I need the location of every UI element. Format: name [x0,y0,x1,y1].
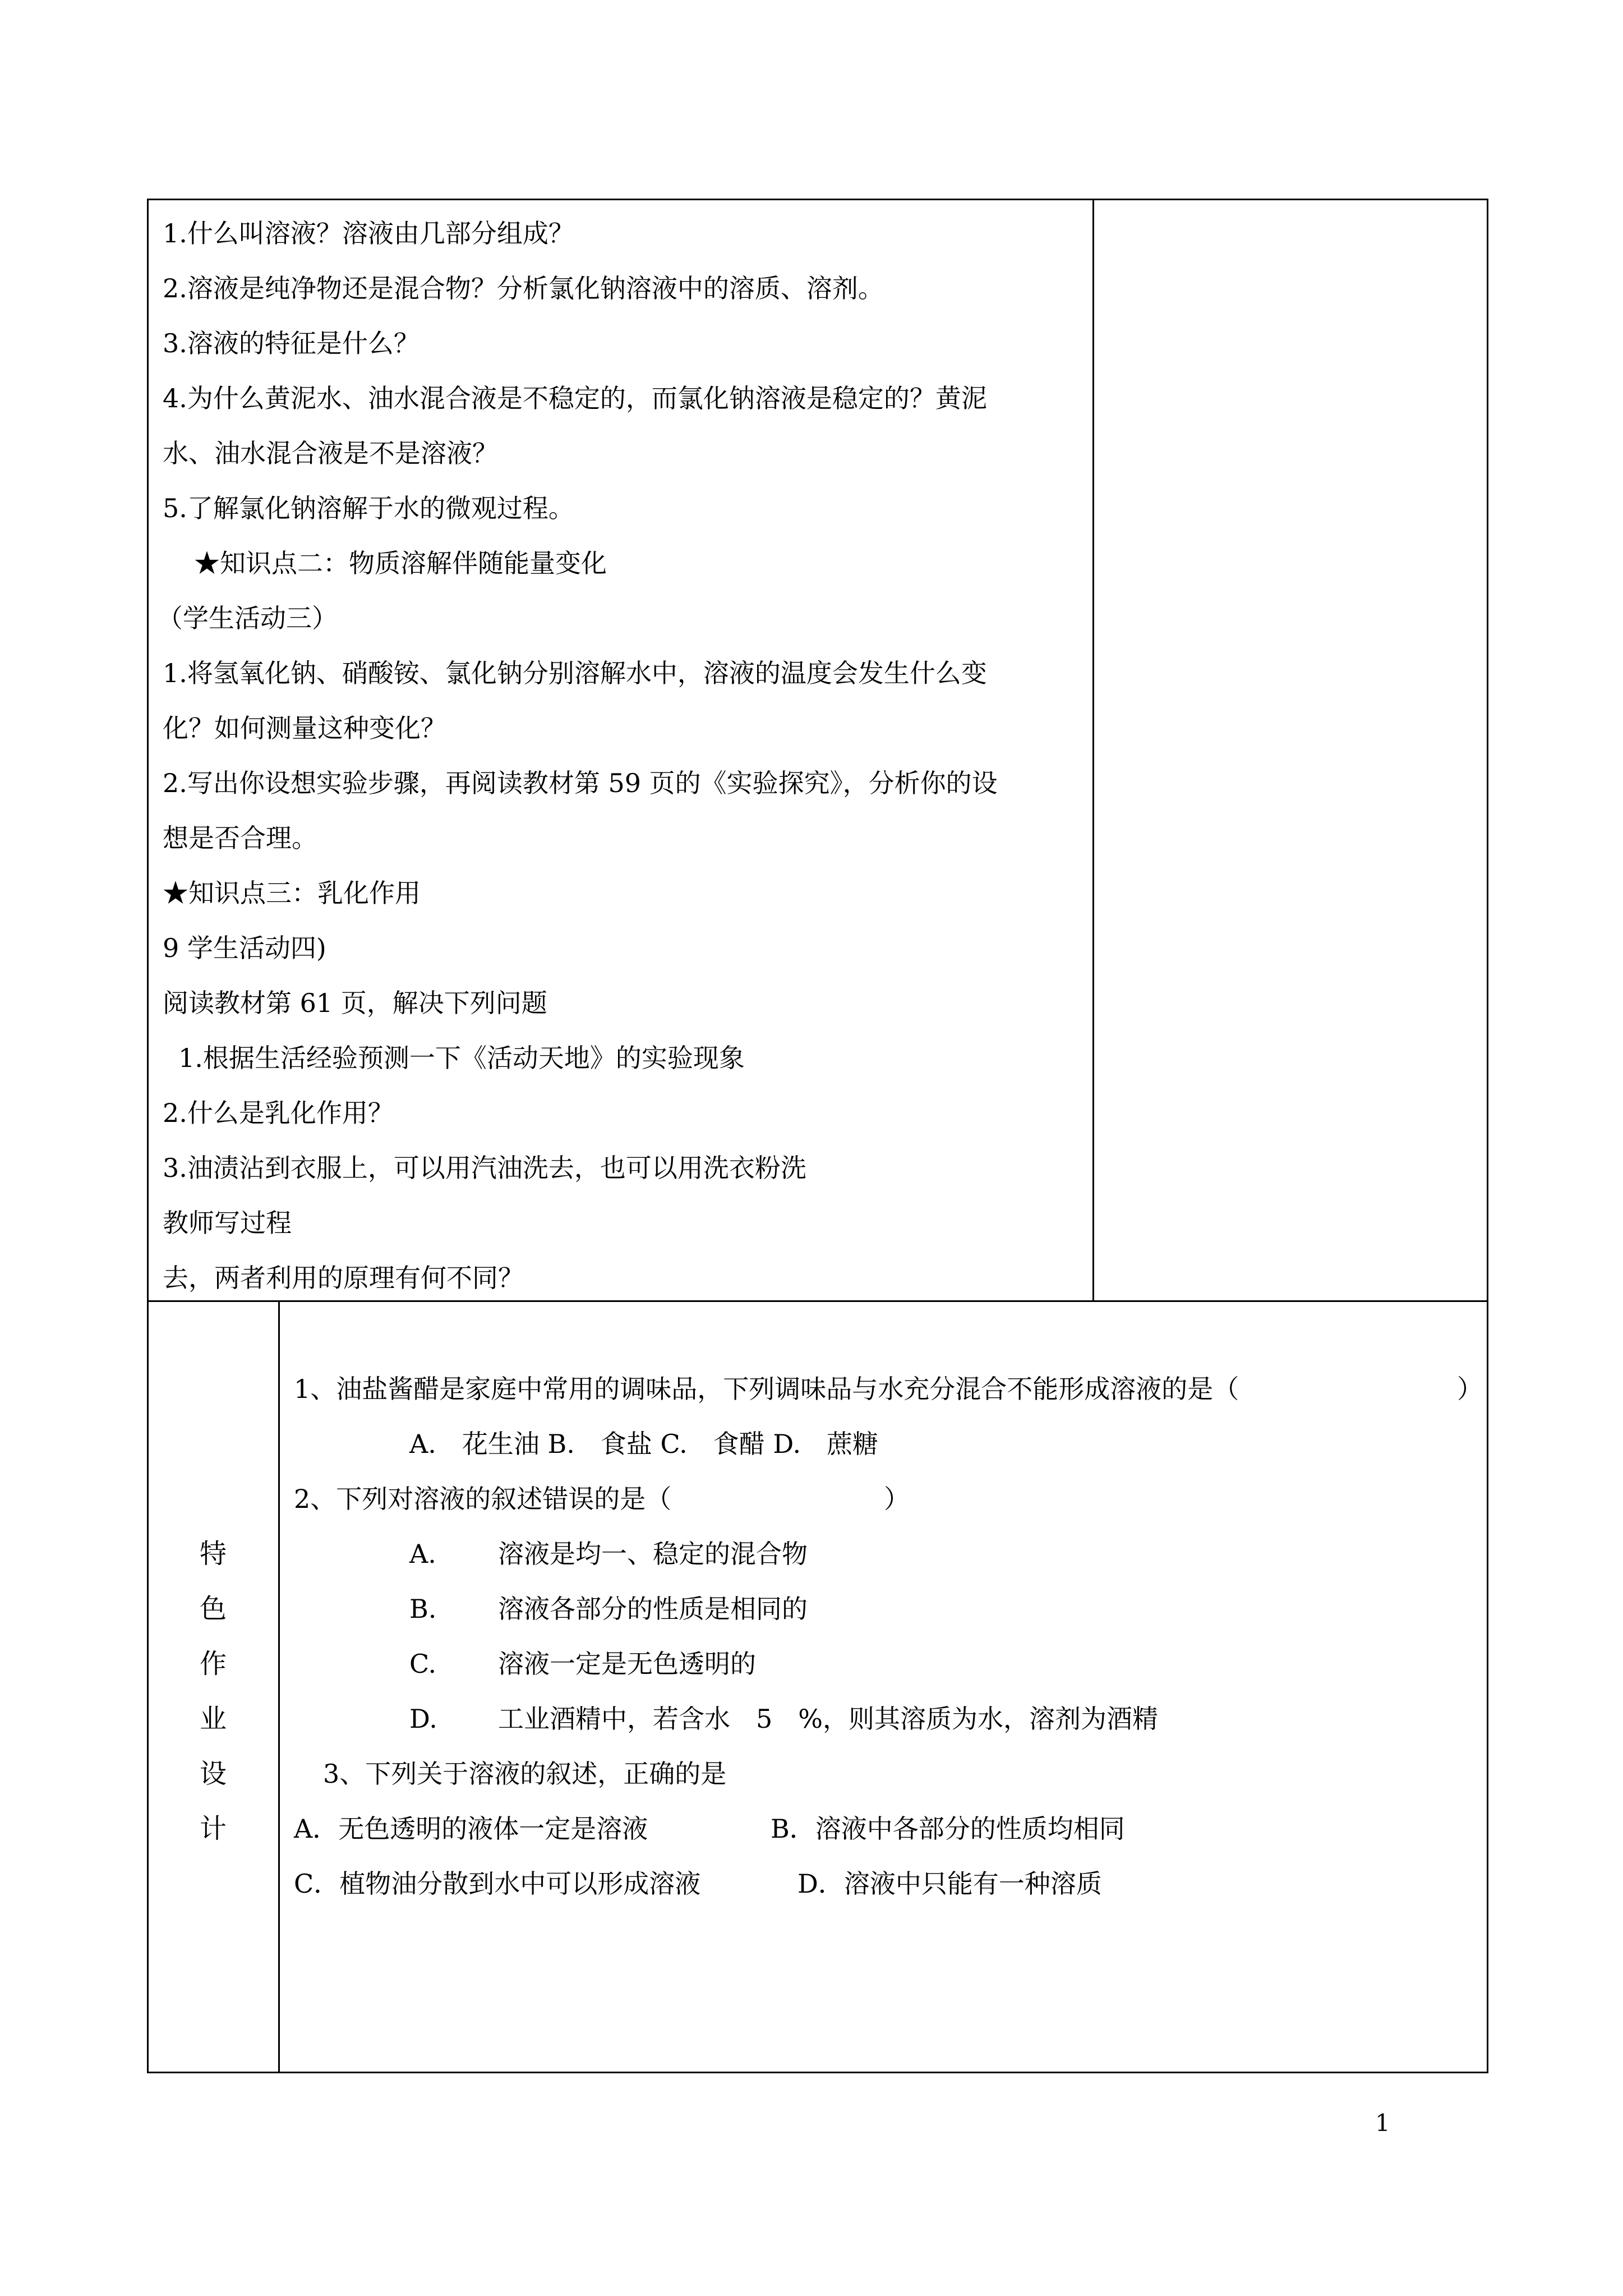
section-heading: ★知识点二：物质溶解伴随能量变化 [194,548,607,578]
label-char: 作 [199,1648,227,1680]
text-line: 去，两者利用的原理有何不同？ [163,1263,524,1293]
text-line: 3.油渍沾到衣服上，可以用汽油洗去，也可以用洗衣粉洗 [163,1153,806,1183]
question-1-options: A. 花生油 B. 食盐 C. 食醋 D. 蔗糖 [409,1429,879,1459]
table-left-border [147,199,149,2073]
option-letter: A. [409,1539,436,1569]
question-3: 3、下列关于溶液的叙述，正确的是 [323,1759,727,1789]
text-line: 5.了解氯化钠溶解于水的微观过程。 [163,493,574,523]
option-text: 溶液各部分的性质是相同的 [498,1594,808,1624]
text-line: 水、油水混合液是不是溶液？ [163,438,498,468]
option-text: 工业酒精中，若含水 5 %，则其溶质为水，溶剂为酒精 [498,1704,1158,1734]
text-line: 1.什么叫溶液？溶液由几部分组成？ [163,218,574,249]
text-line: 4.为什么黄泥水、油水混合液是不稳定的，而氯化钠溶液是稳定的？黄泥 [163,383,987,413]
page-number: 1 [1375,2109,1390,2137]
text-line: 想是否合理。 [163,823,317,853]
option-text: 溶液是均一、稳定的混合物 [498,1539,808,1569]
text-line: 3.溶液的特征是什么？ [163,328,419,358]
question-2-close-paren: ） [884,1484,910,1514]
text-line: 2.溶液是纯净物还是混合物？分析氯化钠溶液中的溶质、溶剂。 [163,273,884,303]
option-letter: C. [409,1649,437,1679]
question-3-option-c: C．植物油分散到水中可以形成溶液 [294,1869,701,1899]
table-mid-border [147,1300,1488,1302]
label-char: 计 [199,1813,227,1844]
lower-column-divider [278,1300,280,2073]
question-3-option-a: A．无色透明的液体一定是溶液 [294,1814,648,1844]
text-line: 阅读教材第 61 页，解决下列问题 [163,988,547,1018]
table-bottom-border [147,2072,1488,2073]
label-char: 业 [199,1703,227,1734]
upper-column-divider [1092,199,1094,1301]
label-char: 色 [199,1593,227,1625]
question-2: 2、下列对溶液的叙述错误的是（ [294,1484,672,1514]
text-line: 1.将氢氧化钠、硝酸铵、氯化钠分别溶解水中，溶液的温度会发生什么变 [163,658,987,688]
option-text: 溶液一定是无色透明的 [498,1649,756,1679]
label-char: 设 [199,1758,227,1789]
option-letter: B. [409,1594,437,1624]
question-1: 1、油盐酱醋是家庭中常用的调味品，下列调味品与水充分混合不能形成溶液的是（ [294,1374,1239,1404]
section-heading: ★知识点三：乳化作用 [163,878,421,908]
text-line: （学生活动三） [157,603,338,633]
question-3-option-d: D．溶液中只能有一种溶质 [797,1869,1102,1899]
text-line: 教师写过程 [163,1208,292,1238]
label-char: 特 [199,1538,227,1570]
table-top-border [147,199,1488,200]
question-3-option-b: B．溶液中各部分的性质均相同 [771,1814,1125,1844]
text-line: 2.写出你设想实验步骤，再阅读教材第 59 页的《实验探究》，分析你的设 [163,768,998,798]
option-letter: D. [409,1704,437,1734]
text-line: 9 学生活动四) [163,933,326,963]
text-line: 化？如何测量这种变化？ [163,713,446,743]
table-right-border [1487,199,1488,2073]
text-line: 1.根据生活经验预测一下《活动天地》的实验现象 [178,1043,745,1073]
question-1-close-paren: ） [1457,1374,1483,1404]
text-line: 2.什么是乳化作用？ [163,1098,394,1128]
